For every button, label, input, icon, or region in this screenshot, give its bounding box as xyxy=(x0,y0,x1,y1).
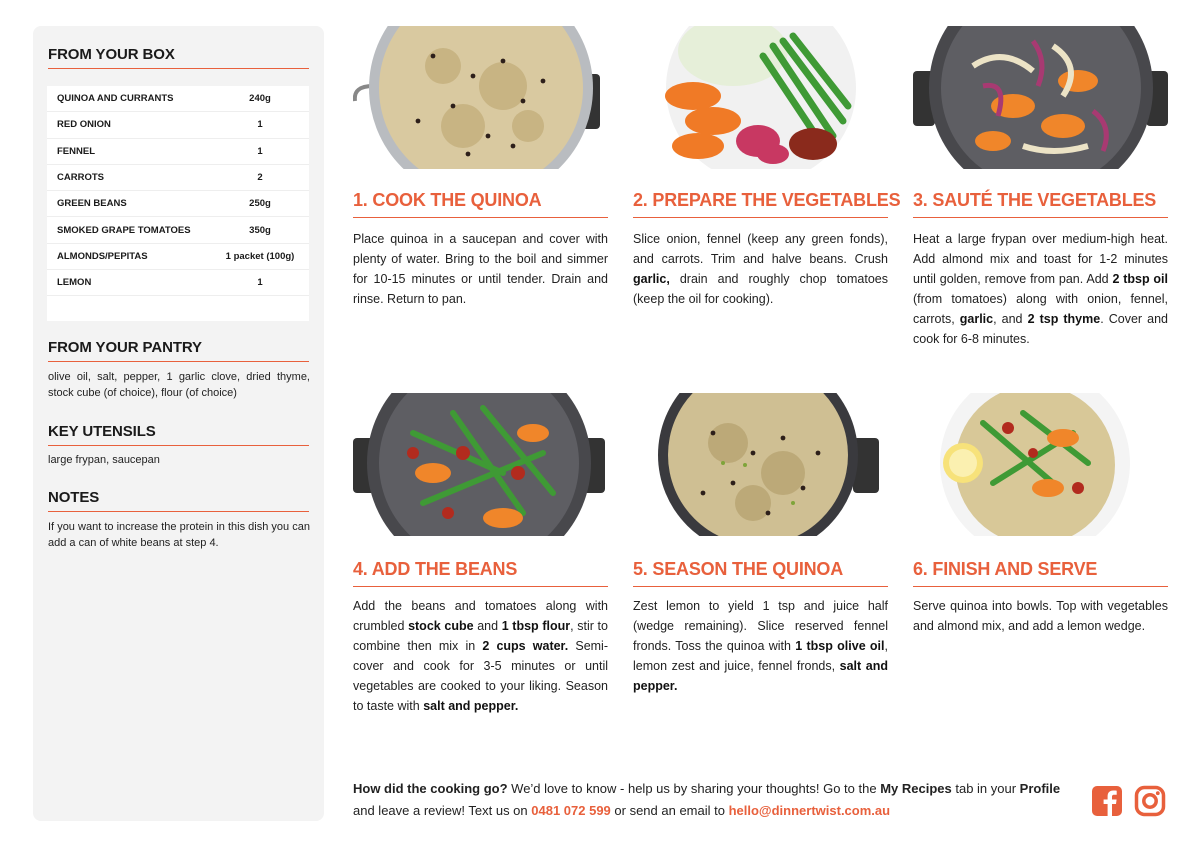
step-3 xyxy=(913,26,1168,356)
ingredient-qty: 1 packet (100g) xyxy=(225,250,295,262)
utensils-title: KEY UTENSILS xyxy=(48,423,309,446)
step-1-title: 1. COOK THE QUINOA xyxy=(353,190,608,218)
step-6 xyxy=(913,393,1168,723)
table-row xyxy=(47,112,309,138)
pantry-title: FROM YOUR PANTRY xyxy=(48,339,309,362)
ingredients-sidebar xyxy=(33,26,324,821)
table-row xyxy=(47,86,309,112)
step-1-text: Place quinoa in a saucepan and cover with plenty of water. Bring to the boil and simmer for 10-15 minutes or until tender. Drain and rinse. Return to pan. xyxy=(353,232,608,306)
email-link[interactable]: hello@dinnertwist.com.au xyxy=(728,803,891,818)
my-recipes-label: My Recipes xyxy=(880,781,952,796)
ingredient-qty: 1 xyxy=(257,119,263,131)
instagram-icon[interactable] xyxy=(1134,785,1166,817)
step-4 xyxy=(353,393,608,723)
pantry-text: olive oil, salt, pepper, 1 garlic clove, dried thyme, stock cube (of choice), flour (of choice) xyxy=(48,371,310,399)
feedback-question: How did the cooking go? xyxy=(353,781,508,796)
beans-frypan-image xyxy=(353,393,608,536)
table-row xyxy=(47,191,309,217)
step-1 xyxy=(353,26,608,356)
ingredient-qty: 1 xyxy=(257,145,263,157)
profile-label: Profile xyxy=(1019,781,1061,796)
step-2-text: Slice onion, fennel (keep any green fonds), and carrots. Trim and halve beans. Crush garlic, drain and roughly chop tomatoes (keep the oil for cooking). xyxy=(633,232,888,306)
ingredient-name: RED ONION xyxy=(57,119,111,131)
box-ingredients-table xyxy=(47,86,309,321)
step-6-text: Serve quinoa into bowls. Top with vegetables and almond mix, and add a lemon wedge. xyxy=(913,599,1168,633)
table-row xyxy=(47,139,309,165)
saute-vegetables-image xyxy=(913,26,1168,169)
served-bowl-image xyxy=(913,393,1168,536)
step-6-title: 6. FINISH AND SERVE xyxy=(913,559,1168,587)
step-5 xyxy=(633,393,888,723)
ingredient-name: ALMONDS/PEPITAS xyxy=(57,250,148,262)
ingredient-name: CARROTS xyxy=(57,172,104,184)
ingredient-name: SMOKED GRAPE TOMATOES xyxy=(57,224,191,236)
vegetables-plate-image xyxy=(633,26,888,169)
ingredient-name: GREEN BEANS xyxy=(57,198,127,210)
ingredient-name: FENNEL xyxy=(57,145,95,157)
phone-link[interactable]: 0481 072 599 xyxy=(531,803,611,818)
box-title: FROM YOUR BOX xyxy=(48,46,309,69)
table-row xyxy=(47,165,309,191)
step-2-title: 2. PREPARE THE VEGETABLES xyxy=(633,190,888,218)
step-4-text: Add the beans and tomatoes along with crumbled stock cube and 1 tbsp flour, stir to combine then mix in 2 cups water. Semi-cover and cook for 3-5 minutes or until vegetables are cooked to your liking. Season to taste with salt and pepper. xyxy=(353,599,608,713)
ingredient-qty: 2 xyxy=(257,172,263,184)
notes-title: NOTES xyxy=(48,489,309,512)
ingredient-name: QUINOA AND CURRANTS xyxy=(57,93,174,105)
step-3-text: Heat a large frypan over medium-high heat. Add almond mix and toast for 1-2 minutes until golden, remove from pan. Add 2 tbsp oil (from tomatoes) along with onion, fennel, carrots, garlic, and 2 tsp thyme. Cover and cook for 6-8 minutes. xyxy=(913,232,1168,346)
step-5-text: Zest lemon to yield 1 tsp and juice half (wedge remaining). Slice reserved fennel fronds. Toss the quinoa with 1 tbsp olive oil, lemon zest and juice, fennel fronds, salt and pepper. xyxy=(633,599,888,693)
step-3-title: 3. SAUTÉ THE VEGETABLES xyxy=(913,190,1168,218)
quinoa-pot-image xyxy=(633,393,888,536)
step-5-title: 5. SEASON THE QUINOA xyxy=(633,559,888,587)
step-4-title: 4. ADD THE BEANS xyxy=(353,559,608,587)
ingredient-qty: 350g xyxy=(249,224,271,236)
table-row xyxy=(47,244,309,270)
ingredient-qty: 240g xyxy=(249,93,271,105)
quinoa-strainer-image xyxy=(353,26,608,169)
facebook-icon[interactable] xyxy=(1091,785,1123,817)
notes-text: If you want to increase the protein in this dish you can add a can of white beans at step 4. xyxy=(48,521,310,549)
table-row xyxy=(47,217,309,243)
step-2 xyxy=(633,26,901,356)
table-row xyxy=(47,270,309,296)
ingredient-name: LEMON xyxy=(57,277,92,289)
feedback-footer: How did the cooking go? We’d love to know - help us by sharing your thoughts! Go to the My Recipes tab in your Profile and leave a review! Text us on 0481 072 599 or send an email to hello@dinnertwist.com.au xyxy=(353,781,1061,818)
ingredient-qty: 250g xyxy=(249,198,271,210)
utensils-text: large frypan, saucepan xyxy=(48,454,160,466)
ingredient-qty: 1 xyxy=(257,277,263,289)
